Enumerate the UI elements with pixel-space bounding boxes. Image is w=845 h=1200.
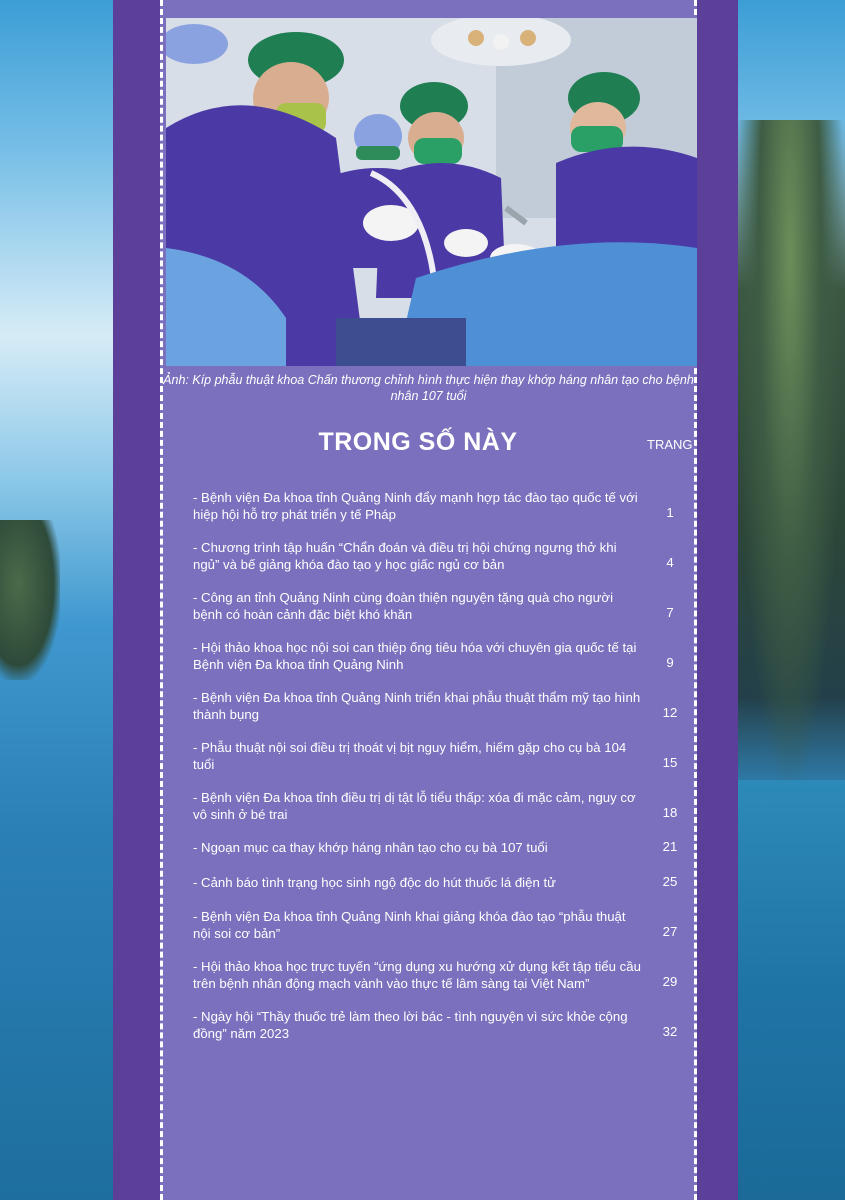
toc-item[interactable]: - Ngoạn mục ca thay khớp háng nhân tạo cho cụ bà 107 tuổi [193,840,548,855]
toc-page-number: 25 [662,874,678,889]
toc-page-number: 9 [666,655,674,670]
toc-item[interactable]: - Hội thảo khoa học trực tuyến “ứng dụng xu hướng xử dụng kết tập tiểu cầu trên bệnh nhân động mạch vành vào thực tế lâm sàng tại Việt Nam” [193,959,641,991]
toc-item[interactable]: - Bệnh viện Đa khoa tỉnh điều trị dị tật lỗ tiểu thấp: xóa đi mặc cảm, nguy cơ vô sinh ở bé trai [193,790,636,822]
toc-page-number: 12 [662,705,678,720]
toc-item[interactable]: - Bệnh viện Đa khoa tỉnh Quảng Ninh triển khai phẫu thuật thẩm mỹ tạo hình thành bụng [193,690,641,722]
toc-page-number: 18 [662,805,678,820]
toc-item[interactable]: - Công an tỉnh Quảng Ninh cùng đoàn thiện nguyện tặng quà cho người bệnh có hoàn cảnh đặc biệt khó khăn [193,590,613,622]
toc-item[interactable]: - Bệnh viện Đa khoa tỉnh Quảng Ninh khai giảng khóa đào tạo “phẫu thuật nội soi cơ bản” [193,909,626,941]
toc-title: TRONG SỐ NÀY [318,428,518,456]
toc-item[interactable]: - Chương trình tập huấn “Chẩn đoán và điều trị hội chứng ngưng thở khi ngủ” và bế giảng khóa đào tạo y học giấc ngủ cơ bản [193,540,617,572]
toc-page-number: 1 [666,505,674,520]
toc-page-header: TRANG [647,437,693,452]
photo-caption: Ảnh: Kíp phẫu thuật khoa Chấn thương chỉnh hình thực hiện thay khớp háng nhân tạo cho bệnh nhân 107 tuổi [163,373,694,403]
toc-item[interactable]: - Cảnh báo tình trạng học sinh ngộ độc do hút thuốc lá điện tử [193,875,556,890]
toc-page-number: 7 [666,605,674,620]
contents-panel [160,0,697,1200]
background-cliff-left [0,520,60,680]
background-cliff-right [735,120,845,800]
background-water-right [735,780,845,1200]
toc-page-number: 4 [666,555,674,570]
surgery-photo [166,18,697,366]
toc-item[interactable]: - Hội thảo khoa học nội soi can thiệp ống tiêu hóa với chuyên gia quốc tế tại Bệnh viện Đa khoa tỉnh Quảng Ninh [193,640,637,672]
toc-item[interactable]: - Bệnh viện Đa khoa tỉnh Quảng Ninh đẩy mạnh hợp tác đào tạo quốc tế với hiệp hội hỗ trợ phát triển y tế Pháp [193,490,638,522]
toc-item[interactable]: - Ngày hội “Thầy thuốc trẻ làm theo lời bác - tình nguyện vì sức khỏe cộng đồng” năm 2023 [193,1009,628,1041]
toc-page-number: 32 [662,1024,678,1039]
toc-item[interactable]: - Phẫu thuật nội soi điều trị thoát vị bịt nguy hiểm, hiếm gặp cho cụ bà 104 tuổi [193,740,627,772]
toc-page-number: 27 [662,924,678,939]
toc-page-number: 29 [662,974,678,989]
toc-page-number: 15 [662,755,678,770]
toc-page-number: 21 [662,839,678,854]
surgery-photo-illustration [166,18,697,366]
